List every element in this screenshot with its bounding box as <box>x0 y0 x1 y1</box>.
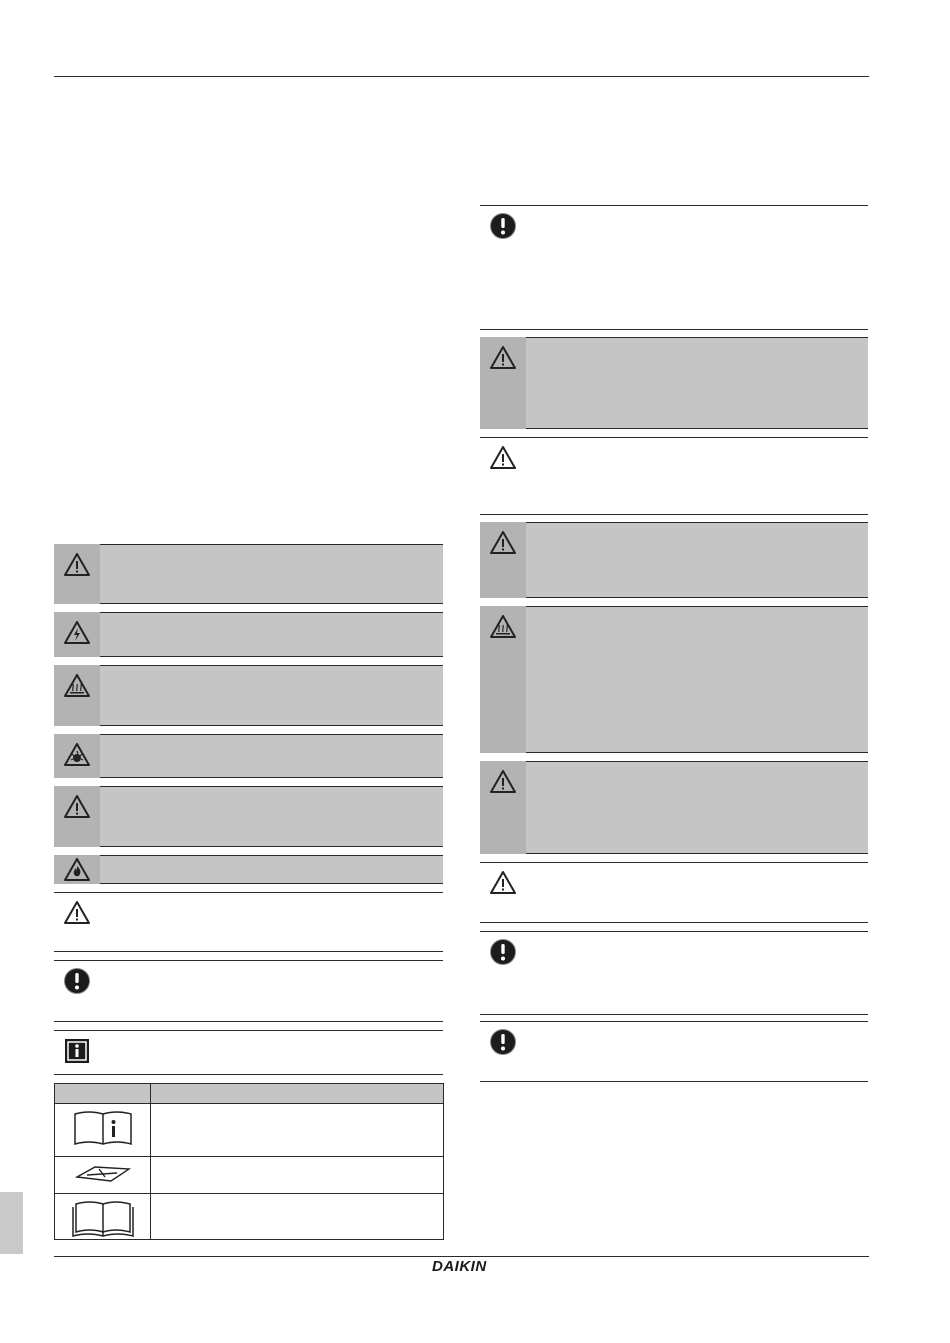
warning-triangle-icon <box>63 899 91 927</box>
exclamation-circle-icon <box>63 967 91 995</box>
warning-triangle-icon <box>489 869 517 897</box>
information-panel <box>54 1030 443 1075</box>
warning-triangle-icon <box>489 529 517 557</box>
exclamation-circle-icon <box>489 938 517 966</box>
warning-panel-hot-surface <box>480 606 868 753</box>
exclamation-circle-icon <box>489 212 517 240</box>
brand-logo: DAIKIN <box>432 1258 487 1275</box>
table-row <box>55 1157 444 1194</box>
hot-surface-icon <box>63 672 91 700</box>
explosion-icon <box>63 741 91 769</box>
notice-panel <box>54 960 443 1022</box>
header-rule <box>54 76 869 77</box>
warning-panel-electrocution <box>54 612 443 657</box>
caution-panel <box>480 862 868 923</box>
icon-legend-table <box>54 1083 444 1240</box>
electrical-hazard-icon <box>63 619 91 647</box>
table-row <box>55 1104 444 1157</box>
caution-panel <box>480 437 868 515</box>
warning-panel <box>480 337 868 429</box>
reference-guide-icon <box>71 1108 135 1148</box>
notice-panel <box>480 1021 868 1082</box>
warning-triangle-icon <box>489 344 517 372</box>
footer-rule <box>54 1256 869 1257</box>
warning-panel <box>480 761 868 854</box>
warning-panel-danger <box>54 544 443 604</box>
warning-triangle-icon <box>63 793 91 821</box>
flammable-icon <box>63 856 91 884</box>
caution-panel <box>54 892 443 952</box>
exclamation-circle-icon <box>489 1028 517 1056</box>
warning-panel-hot-surface <box>54 665 443 726</box>
service-manual-icon <box>73 1161 133 1187</box>
warning-triangle-icon <box>489 768 517 796</box>
manual-book-icon <box>70 1198 136 1238</box>
warning-panel <box>480 522 868 598</box>
warning-triangle-icon <box>489 444 517 472</box>
information-icon <box>63 1037 91 1065</box>
hot-surface-icon <box>489 613 517 641</box>
notice-panel <box>480 931 868 1015</box>
warning-panel-explosion <box>54 734 443 778</box>
table-row <box>55 1194 444 1240</box>
warning-triangle-icon <box>63 551 91 579</box>
warning-panel-flammable <box>54 855 443 884</box>
chapter-side-tab <box>0 1192 23 1254</box>
warning-panel-caution <box>54 786 443 847</box>
notice-panel <box>480 205 868 330</box>
table-header-row <box>55 1084 444 1104</box>
